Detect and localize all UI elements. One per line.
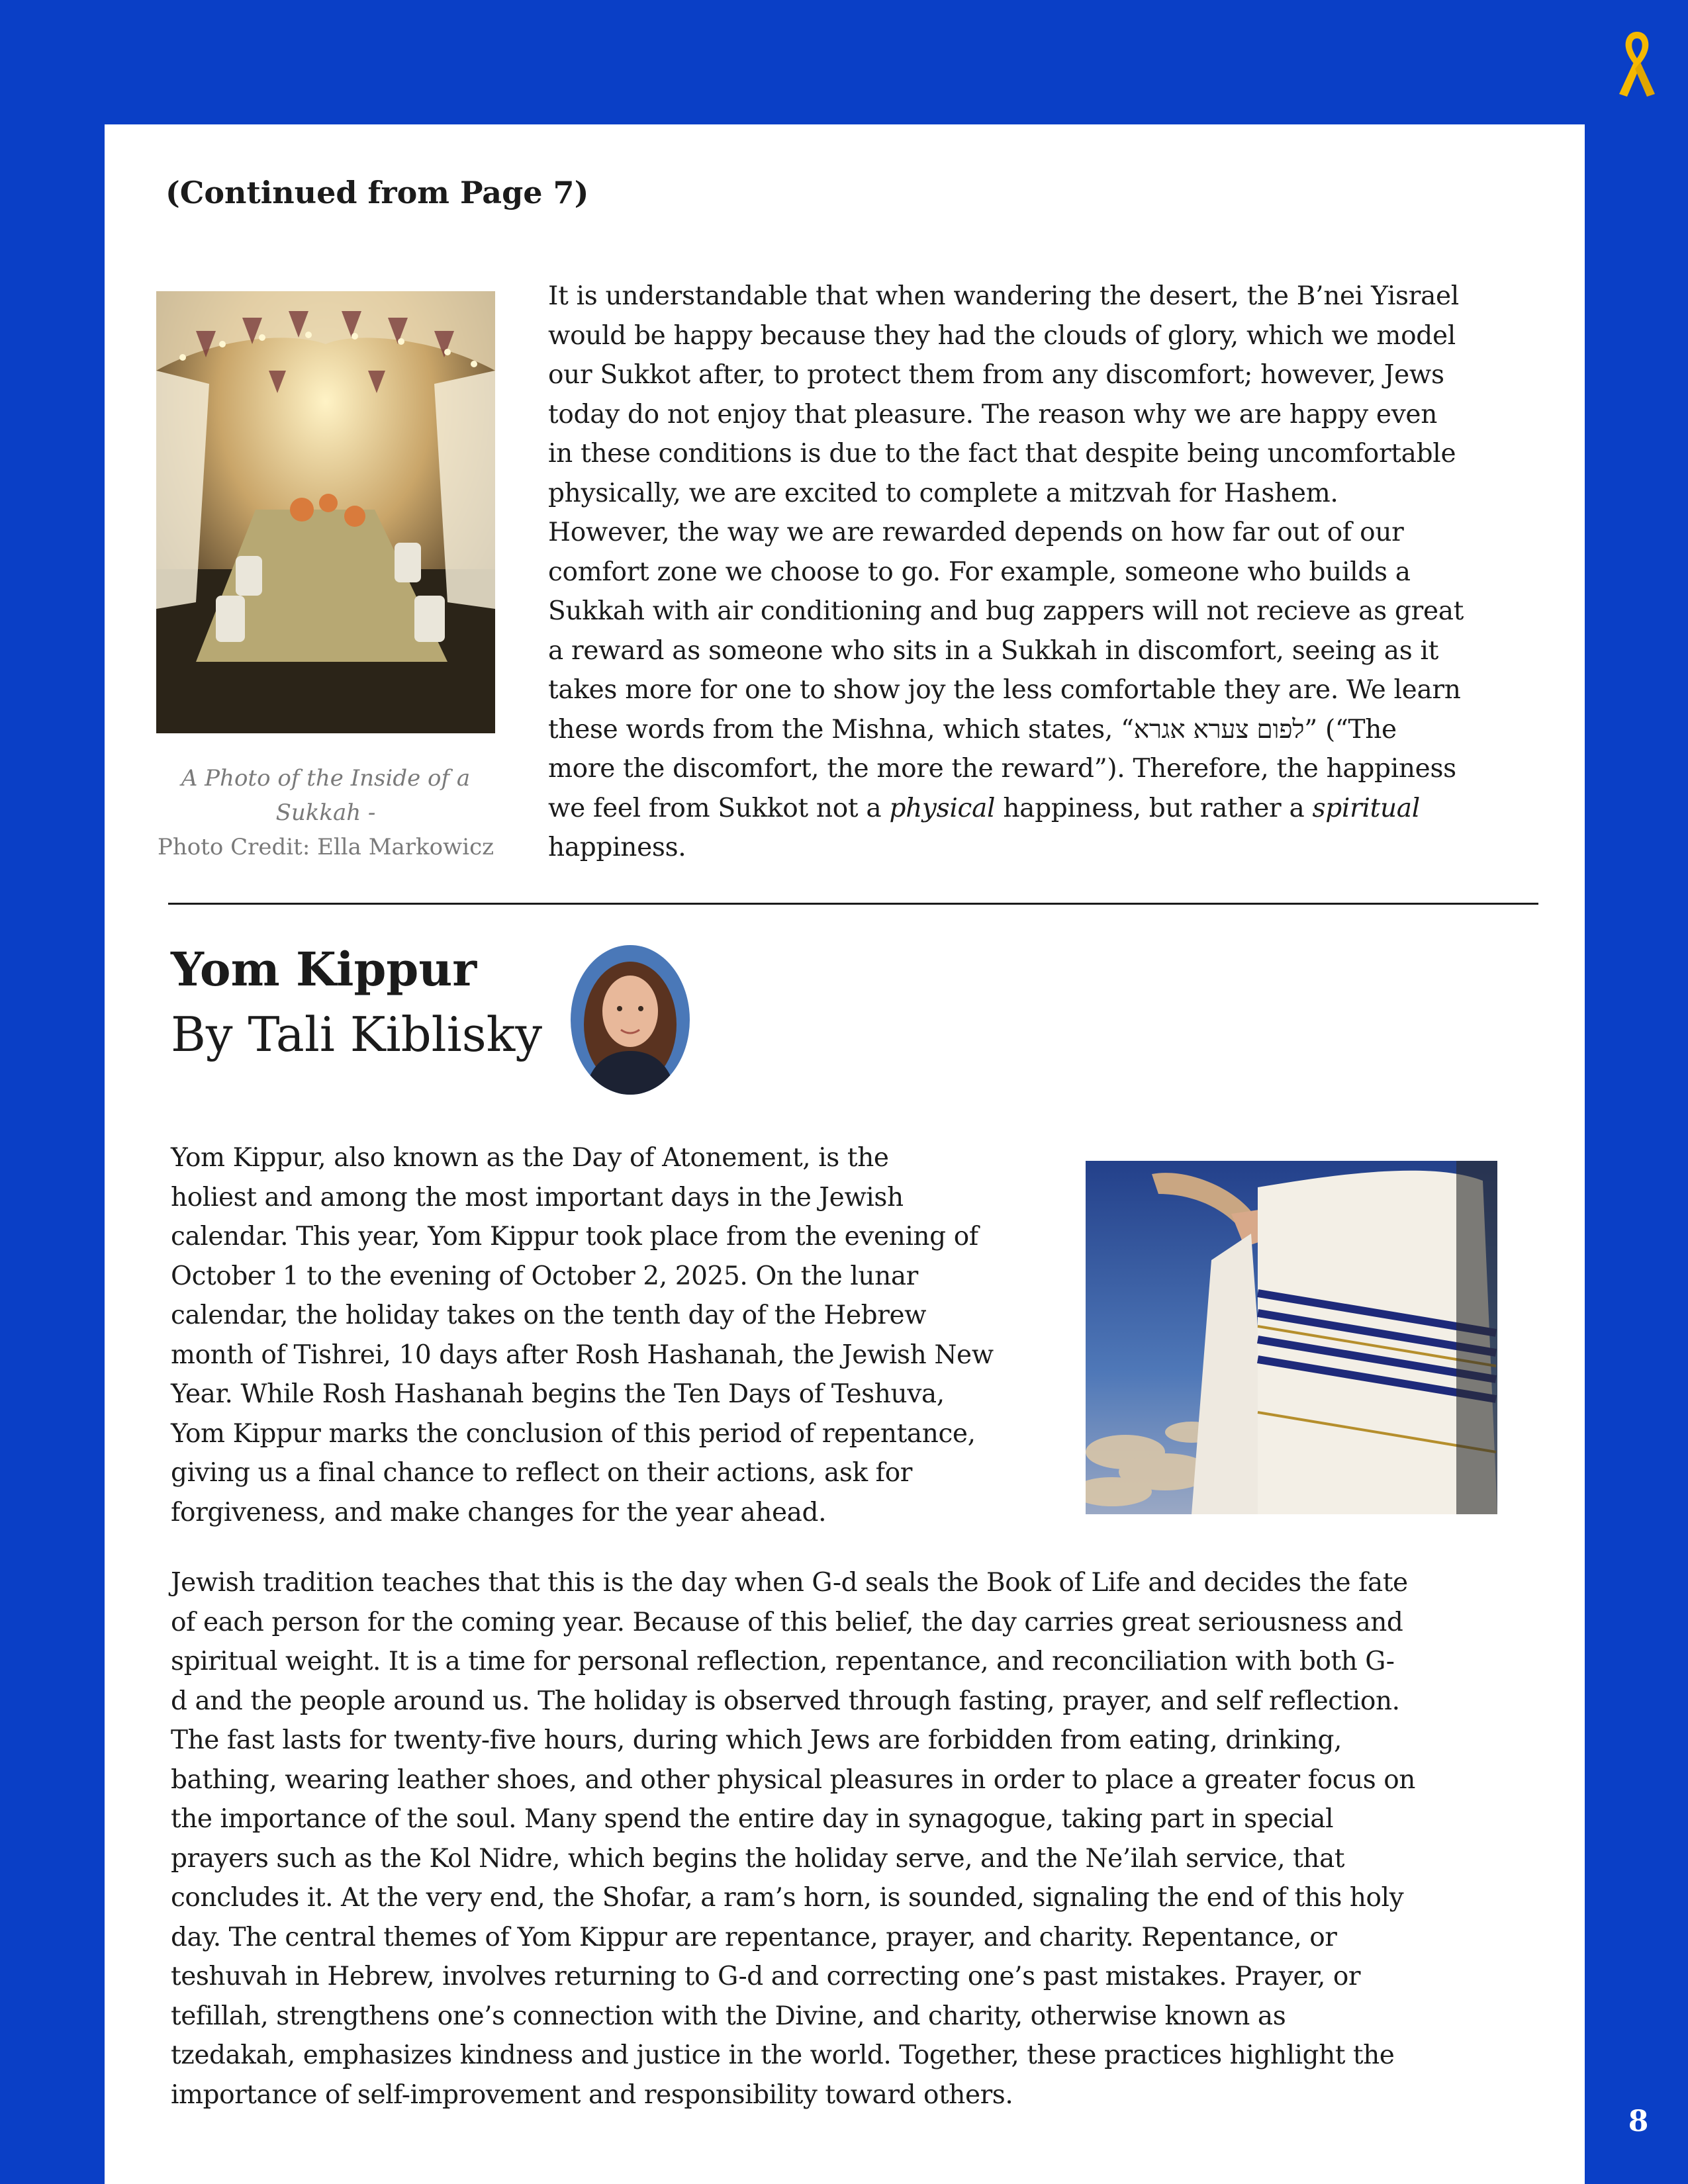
text-line: Year. While Rosh Hashanah begins the Ten Days of Teshuva, [171,1379,945,1409]
text-line: d and the people around us. The holiday is observed through fasting, prayer, and self reflection. [171,1686,1400,1716]
text-line: day. The central themes of Yom Kippur are repentance, prayer, and charity. Repentance, or [171,1922,1337,1952]
text-line: today do not enjoy that pleasure. The reason why we are happy even [548,399,1438,430]
article-title: Yom Kippur [171,942,477,997]
text-line: month of Tishrei, 10 days after Rosh Hashanah, the Jewish New [171,1340,994,1370]
text-line: would be happy because they had the clouds of glory, which we model [548,320,1456,351]
text-line: Sukkah with air conditioning and bug zappers will not recieve as great [548,596,1464,626]
text-line: However, the way we are rewarded depends on how far out of our [548,518,1404,547]
text-line: the importance of the soul. Many spend the entire day in synagogue, taking part in special [171,1804,1334,1834]
text-line: calendar. This year, Yom Kippur took place from the evening of [171,1222,978,1251]
sukkah-photo [156,291,495,733]
text-line: bathing, wearing leather shoes, and other physical pleasures in order to place a greater focus on [171,1764,1415,1795]
text-fragment: we feel from Sukkot not a [548,793,890,823]
caption-credit: Photo Credit: Ella Markowicz [157,834,494,860]
text-line: takes more for one to show joy the less comfortable they are. We learn [548,675,1461,705]
text-line: The fast lasts for twenty-five hours, during which Jews are forbidden from eating, drinking, [171,1725,1342,1755]
text-line: importance of self-improvement and responsibility toward others. [171,2079,1013,2110]
text-line: teshuvah in Hebrew, involves returning to G-d and correcting one’s past mistakes. Prayer, or [171,1962,1361,1991]
page-content [105,124,1585,2184]
text-line: our Sukkot after, to protect them from any discomfort; however, Jews [548,360,1444,390]
text-line [548,789,1488,829]
author-avatar [571,945,690,1095]
text-line: tzedakah, emphasizes kindness and justice in the world. Together, these practices highlight the [171,2040,1395,2070]
text-line: holiest and among the most important days in the Jewish [171,1182,904,1212]
text-line: prayers such as the Kol Nidre, which begins the holiday serve, and the Ne’ilah service, that [171,1843,1344,1874]
emphasis-spiritual: spiritual [1312,793,1420,823]
text-line: concludes it. At the very end, the Shofar, a ram’s horn, is sounded, signaling the end of this holy [171,1883,1404,1913]
sukkah-photo-caption [147,761,504,864]
text-line: of each person for the coming year. Because of this belief, the day carries great seriousness and [171,1607,1403,1637]
emphasis-physical: physical [889,793,996,823]
continued-note: (Continued from Page 7) [165,175,589,210]
text-line: Yom Kippur, also known as the Day of Atonement, is the [171,1143,889,1173]
text-line: Jewish tradition teaches that this is the day when G-d seals the Book of Life and decides the fate [171,1568,1408,1598]
yom-kippur-paragraph-2 [171,1563,1548,2115]
text-line: forgiveness, and make changes for the year ahead. [171,1497,827,1527]
text-line: October 1 to the evening of October 2, 2025. On the lunar [171,1261,918,1291]
text-line: Yom Kippur marks the conclusion of this period of repentance, [171,1418,976,1449]
shofar-photo [1086,1161,1497,1514]
yom-kippur-paragraph-1 [171,1138,1131,1532]
text-line: physically, we are excited to complete a mitzvah for Hashem. [548,478,1338,508]
article-byline: By Tali Kiblisky [171,1007,542,1062]
sukkot-paragraph [548,277,1488,868]
yellow-ribbon-icon [1614,28,1660,101]
text-line: tefillah, strengthens one’s connection with the Divine, and charity, otherwise known as [171,2001,1286,2031]
text-line: more the discomfort, the more the reward”). Therefore, the happiness [548,754,1456,784]
caption-line: A Photo of the Inside of a [181,765,471,792]
text-line: a reward as someone who sits in a Sukkah in discomfort, seeing as it [548,635,1439,666]
text-line: spiritual weight. It is a time for personal reflection, repentance, and reconciliation with both G- [171,1647,1395,1676]
text-line: calendar, the holiday takes on the tenth day of the Hebrew [171,1300,927,1330]
text-line: these words from the Mishna, which states, “לפום צערא אגרא” (“The [548,714,1397,745]
caption-line: Sukkah - [275,799,376,826]
text-line: It is understandable that when wandering the desert, the B’nei Yisrael [548,281,1459,311]
text-fragment: happiness, but rather a [995,793,1313,823]
text-line: happiness. [548,833,686,862]
text-line: in these conditions is due to the fact that despite being uncomfortable [548,439,1456,469]
text-line: comfort zone we choose to go. For example, someone who builds a [548,557,1411,587]
section-divider [168,903,1538,905]
page-number: 8 [1628,2105,1649,2138]
text-line: giving us a final chance to reflect on their actions, ask for [171,1458,913,1488]
